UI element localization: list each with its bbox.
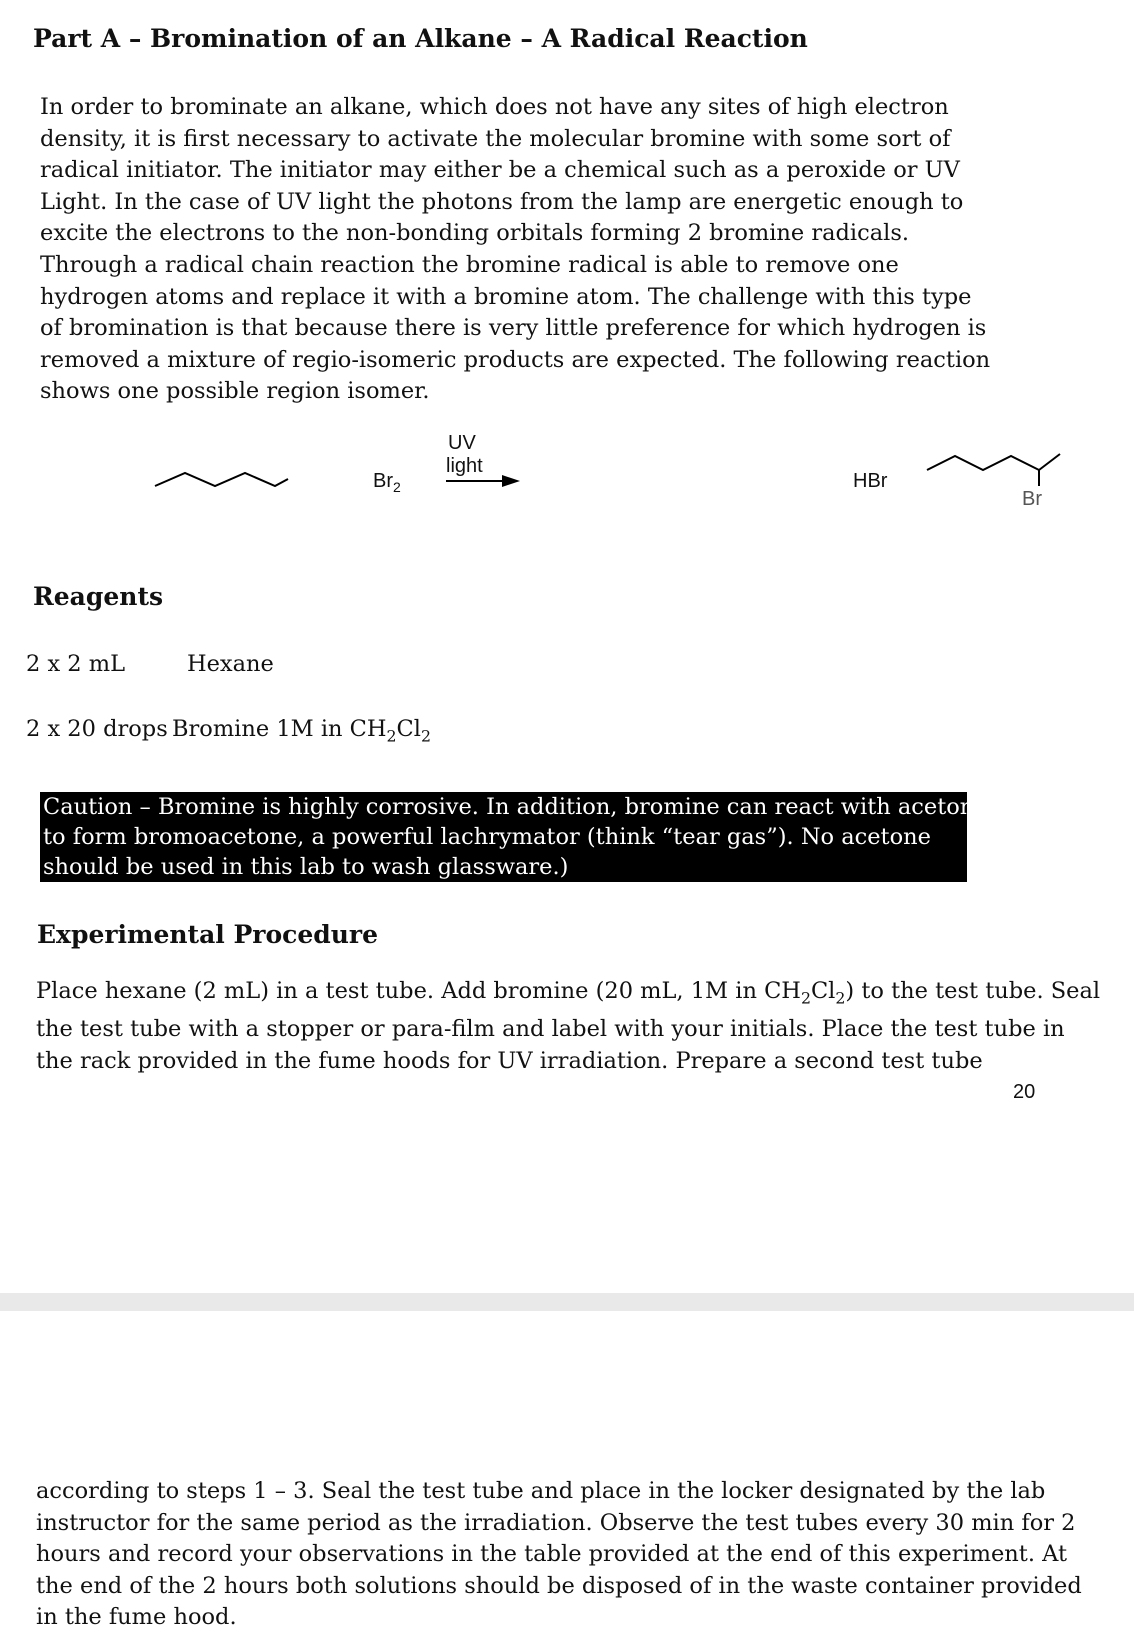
bromine-symbol: Br — [373, 470, 393, 492]
continued-line: according to steps 1 – 3. Seal the test tube and place in the locker designated by the lab — [36, 1478, 1046, 1504]
procedure-heading: Experimental Procedure — [37, 920, 379, 949]
intro-line: of bromination is that because there is very little preference for which hydrogen is — [40, 315, 987, 342]
page-break-gap — [0, 1293, 1134, 1311]
intro-line: removed a mixture of regio-isomeric products are expected. The following reaction — [40, 346, 991, 373]
hbr-byproduct: HBr — [853, 470, 888, 492]
condition-uv: UV — [448, 432, 476, 454]
reagent-quantity: 2 x 20 drops — [26, 716, 168, 742]
condition-light: light — [446, 455, 483, 477]
product-bromine-label: Br — [1022, 488, 1042, 510]
procedure-line: the rack provided in the fume hoods for UV irradiation. Prepare a second test tube — [36, 1047, 983, 1074]
procedure-line: the test tube with a stopper or para-film and label with your initials. Place the test tube in — [36, 1016, 1065, 1043]
continued-line: the end of the 2 hours both solutions should be disposed of in the waste container provided — [36, 1572, 1082, 1599]
caution-line: Caution – Bromine is highly corrosive. In addition, bromine can react with acetone — [43, 794, 988, 820]
procedure-line: Place hexane (2 mL) in a test tube. Add bromine (20 mL, 1M in $CH_2Cl_2$) to the test tube. Seal — [36, 978, 1101, 1008]
caution-line: to form bromoacetone, a powerful lachrymator (think “tear gas”). No acetone — [43, 824, 931, 850]
page-title: Part A – Bromination of an Alkane – A Radical Reaction — [33, 24, 808, 53]
reagent-quantity: 2 x 2 mL — [26, 651, 126, 677]
reagent-name: Hexane — [187, 651, 274, 677]
continued-paragraph — [36, 1476, 1116, 1634]
reagents-heading: Reagents — [33, 582, 164, 611]
intro-line: hydrogen atoms and replace it with a bromine atom. The challenge with this type — [40, 283, 972, 310]
continued-line: instructor for the same period as the irradiation. Observe the test tubes every 30 min for 2 — [36, 1509, 1076, 1536]
intro-line: Through a radical chain reaction the bromine radical is able to remove one — [40, 251, 899, 278]
intro-line: shows one possible region isomer. — [40, 378, 430, 405]
bromine-subscript: 2 — [393, 479, 401, 495]
intro-paragraph — [40, 92, 991, 408]
intro-line: radical initiator. The initiator may either be a chemical such as a peroxide or UV — [40, 157, 960, 184]
reaction-arrow — [444, 474, 522, 488]
intro-line: excite the electrons to the non-bonding orbitals forming 2 bromine radicals. — [40, 220, 910, 247]
bromine-reagent — [373, 470, 401, 495]
intro-line: In order to brominate an alkane, which does not have any sites of high electron — [40, 94, 949, 120]
reagent-name: Bromine 1M in $CH_2Cl_2$ — [172, 716, 431, 746]
caution-box — [40, 792, 988, 882]
bromohexane-structure — [925, 448, 1065, 488]
caution-line: should be used in this lab to wash glassware.) — [43, 854, 569, 880]
procedure-paragraph — [36, 976, 1116, 1077]
page-number: 20 — [1013, 1081, 1036, 1103]
continued-line: in the fume hood. — [36, 1604, 237, 1631]
intro-line: Light. In the case of UV light the photons from the lamp are energetic enough to — [40, 188, 964, 215]
hexane-structure — [150, 460, 290, 490]
intro-line: density, it is first necessary to activate the molecular bromine with some sort of — [40, 125, 951, 152]
continued-line: hours and record your observations in the table provided at the end of this experiment. At — [36, 1541, 1068, 1568]
